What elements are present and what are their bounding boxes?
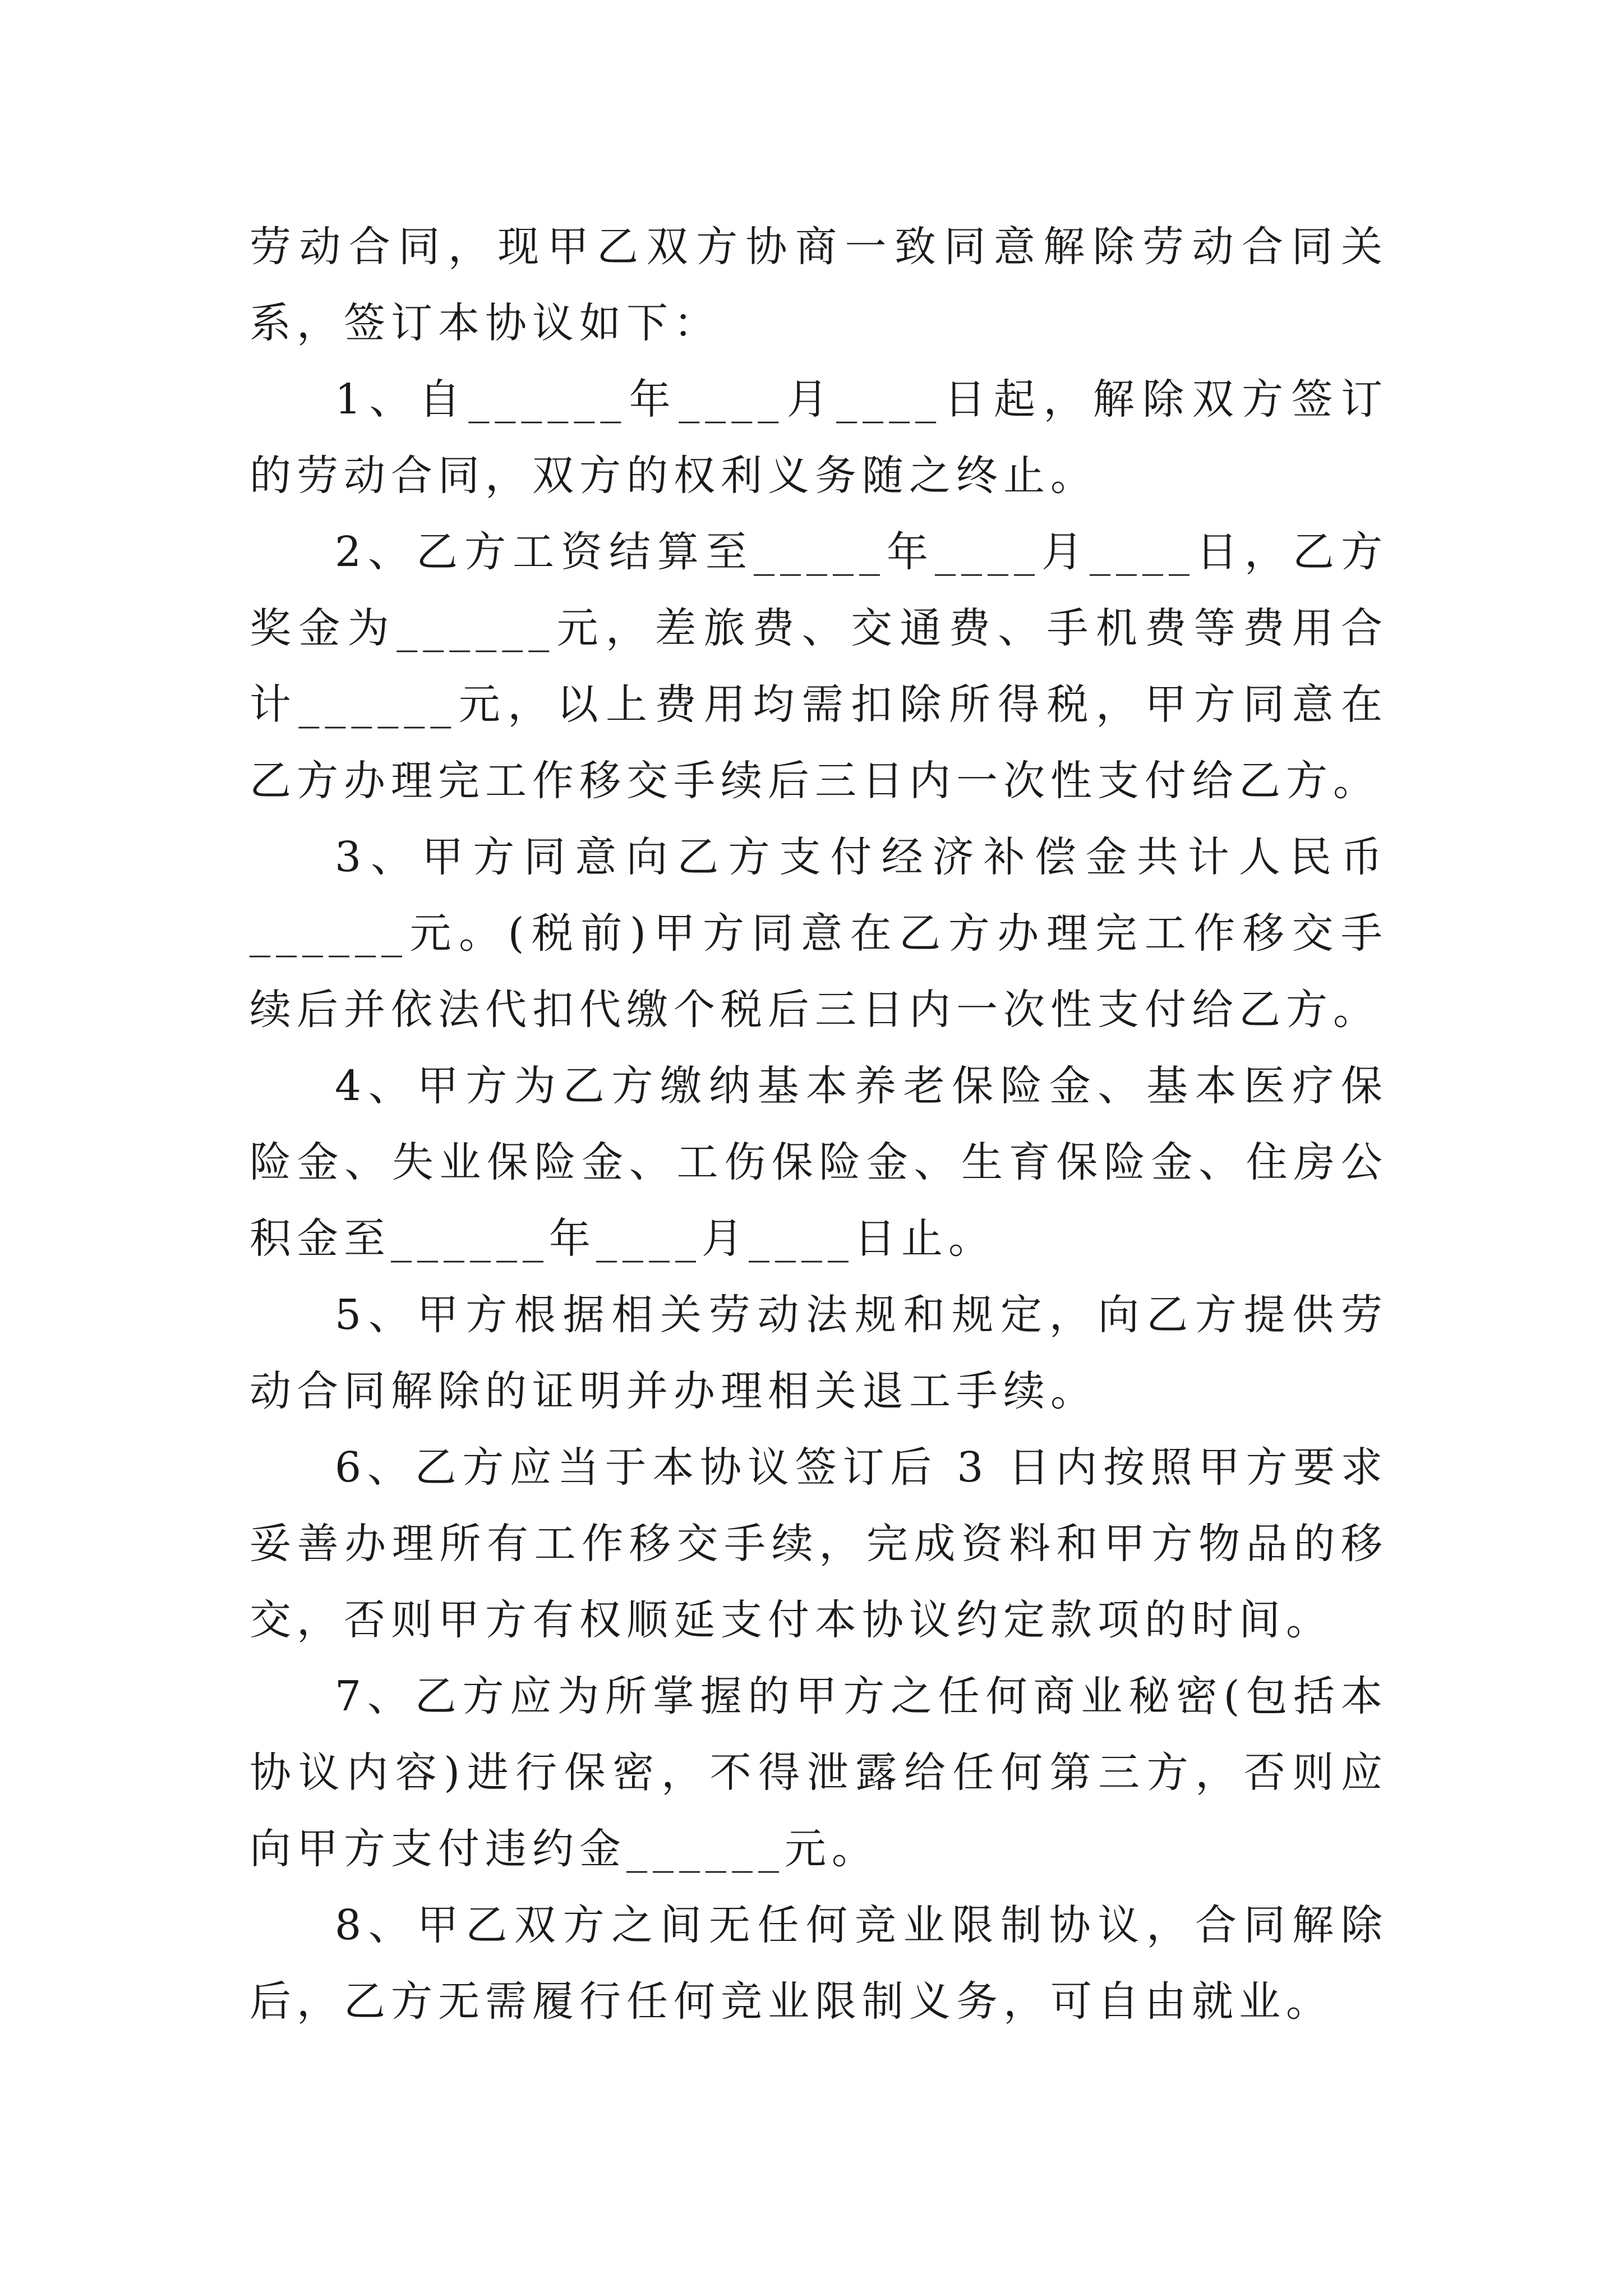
paragraph-clause-1: 1、自______年____月____日起，解除双方签订的劳动合同，双方的权利义务随之终止。 [250, 375, 1388, 500]
paragraph-clause-5: 5、甲方根据相关劳动法规和规定，向乙方提供劳动合同解除的证明并办理相关退工手续。 [250, 1291, 1388, 1415]
paragraph-clause-2: 2、乙方工资结算至_____年____月____日，乙方奖金为______元，差旅费、交通费、手机费等费用合计______元，以上费用均需扣除所得税，甲方同意在乙方办理完工作移交手续后三日内一次性支付给乙方。 [250, 528, 1388, 805]
document-body [250, 209, 1388, 2040]
paragraph-intro: 劳动合同，现甲乙双方协商一致同意解除劳动合同关系，签订本协议如下： [250, 223, 1388, 347]
paragraph-clause-6: 6、乙方应当于本协议签订后 3 日内按照甲方要求妥善办理所有工作移交手续，完成资料和甲方物品的移交，否则甲方有权顺延支付本协议约定款项的时间。 [250, 1443, 1388, 1644]
paragraph-clause-4: 4、甲方为乙方缴纳基本养老保险金、基本医疗保险金、失业保险金、工伤保险金、生育保险金、住房公积金至______年____月____日止。 [250, 1062, 1388, 1263]
paragraph-clause-7: 7、乙方应为所掌握的甲方之任何商业秘密(包括本协议内容)进行保密，不得泄露给任何第三方，否则应向甲方支付违约金______元。 [250, 1672, 1388, 1873]
paragraph-clause-3: 3、甲方同意向乙方支付经济补偿金共计人民币______元。(税前)甲方同意在乙方办理完工作移交手续后并依法代扣代缴个税后三日内一次性支付给乙方。 [250, 833, 1388, 1034]
paragraph-clause-8: 8、甲乙双方之间无任何竞业限制协议，合同解除后，乙方无需履行任何竞业限制义务，可自由就业。 [250, 1901, 1388, 2026]
